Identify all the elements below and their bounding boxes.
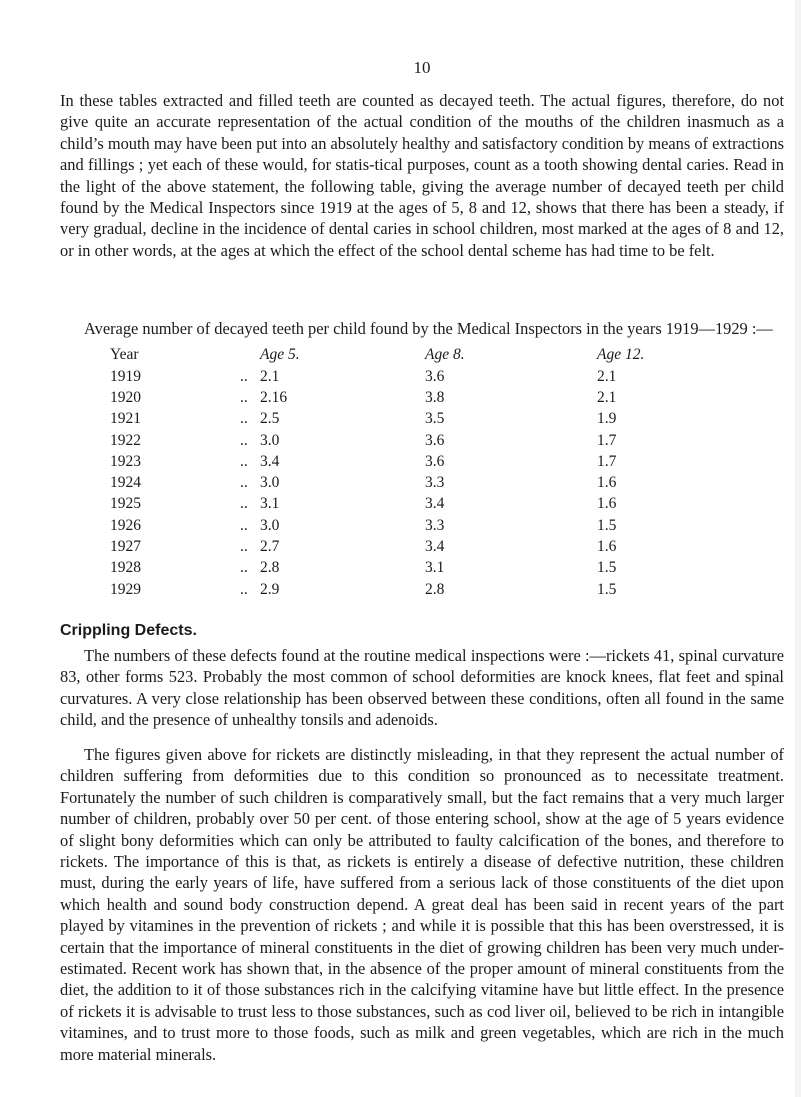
cell-age-12: 1.5 — [597, 559, 617, 577]
cell-age-5: 2.9 — [260, 580, 280, 598]
cell-age-8: 3.6 — [425, 367, 445, 385]
cell-age-12: 1.5 — [597, 516, 617, 534]
rickets-paragraph: The figures given above for rickets are distinctly misleading, in that they represent the actual number of children suffering from deformities due to this condition so pronounced as to necessitate treatment. Fortunately the number of such children is comparatively small, but the fact remains that a very much larger number of children, probably over 50 per cent. of those entering school, show at the age of 5 years evidence of slight bony deformities which can only be attributed to faulty calcification of the bones, and therefore to rickets. The importance of this is that, as rickets is entirely a disease of defective nutrition, these children must, during the early years of life, have suffered from a serious lack of those constituents of the diet upon which health and sound body construction depend. A great deal has been said in recent years of the part played by vitamines in the prevention of rickets ; and while it is possible that this has been overstressed, it is certain that the importance of mineral constituents in the diet of growing children has been very much under-estimated. Recent work has shown that, in the absence of the proper amount of mineral constituents from the diet, the addition to it of those substances rich in the calcifying vitamine have but little effect. In the presence of rickets it is advisable to trust less to those substances, such as cod liver oil, believed to be rich in intangible vitamines, and to trust more to those foods, such as milk and green vegetables, which are rich in the much more material minerals. — [60, 745, 784, 1064]
table-row — [60, 558, 697, 579]
crippling-paragraph: The numbers of these defects found at the routine medical inspections were :—rickets 41, spinal curvature 83, other forms 523. Probably the most common of school deformities are knock knees, flat feet and spinal curvatures. A very close relationship has been observed between these conditions, often all found in the same child, and the presence of unhealthy tonsils and adenoids. — [60, 646, 784, 730]
cell-age-5: 2.8 — [260, 559, 280, 577]
header-year: Year — [110, 346, 139, 363]
cell-age-8: 3.8 — [425, 388, 445, 406]
cell-age-12: 2.1 — [597, 367, 617, 385]
cell-age-5: 3.0 — [260, 431, 280, 449]
cell-year: 1926 — [110, 516, 141, 534]
cell-year: 1924 — [110, 474, 141, 492]
cell-year: 1929 — [110, 580, 141, 598]
table-row — [60, 387, 697, 408]
header-age-12: Age 12. — [597, 346, 645, 363]
table-row — [60, 430, 697, 451]
page-edge-shadow — [795, 0, 801, 1097]
table-row — [60, 579, 697, 600]
cell-leader: .. — [240, 474, 248, 492]
cell-leader: .. — [240, 452, 248, 470]
cell-age-5: 2.5 — [260, 410, 280, 428]
cell-age-5: 3.0 — [260, 516, 280, 534]
table-row — [60, 451, 697, 472]
cell-age-5: 3.0 — [260, 474, 280, 492]
cell-year: 1928 — [110, 559, 141, 577]
cell-year: 1921 — [110, 410, 141, 428]
cell-age-12: 1.7 — [597, 431, 617, 449]
cell-age-8: 3.4 — [425, 538, 445, 556]
cell-year: 1922 — [110, 431, 141, 449]
table-row — [60, 366, 697, 387]
header-age-5: Age 5. — [260, 346, 300, 363]
cell-age-5: 3.4 — [260, 452, 280, 470]
cell-age-8: 3.3 — [425, 516, 445, 534]
cell-leader: .. — [240, 516, 248, 534]
table-row — [60, 472, 697, 493]
cell-year: 1925 — [110, 495, 141, 513]
table-body — [60, 366, 697, 600]
cell-leader: .. — [240, 580, 248, 598]
cell-age-12: 1.6 — [597, 495, 617, 513]
cell-leader: .. — [240, 431, 248, 449]
table-row — [60, 409, 697, 430]
cell-leader: .. — [240, 410, 248, 428]
cell-leader: .. — [240, 388, 248, 406]
cell-age-8: 3.6 — [425, 431, 445, 449]
cell-age-12: 1.7 — [597, 452, 617, 470]
section-heading-crippling-defects: Crippling Defects. — [60, 622, 197, 639]
cell-age-8: 3.4 — [425, 495, 445, 513]
cell-leader: .. — [240, 367, 248, 385]
table-lead-in: Average number of decayed teeth per child found by the Medical Inspectors in the years 1919—1929 :— — [84, 319, 773, 339]
cell-year: 1923 — [110, 452, 141, 470]
cell-age-5: 2.7 — [260, 538, 280, 556]
cell-age-5: 3.1 — [260, 495, 280, 513]
cell-age-12: 1.9 — [597, 410, 617, 428]
table-row — [60, 515, 697, 536]
cell-age-8: 2.8 — [425, 580, 445, 598]
page-number: 10 — [413, 58, 431, 77]
cell-year: 1919 — [110, 367, 141, 385]
table-row — [60, 536, 697, 557]
cell-year: 1920 — [110, 388, 141, 406]
intro-paragraph: In these tables extracted and filled teeth are counted as decayed teeth. The actual figures, therefore, do not give quite an accurate representation of the actual condition of the mouths of the children inasmuch as a child’s mouth may have been put into an absolutely healthy and satisfactory condition by means of extractions and fillings ; yet each of these would, for statis-tical purposes, count as a tooth showing dental caries. Read in the light of the above statement, the following table, giving the average number of decayed teeth per child found by the Medical Inspectors since 1919 at the ages of 5, 8 and 12, shows that there has been a steady, if very gradual, decline in the incidence of dental caries in school children, most marked at the ages of 8 and 12, or in other words, at the ages at which the effect of the school dental scheme has had time to be felt. — [60, 91, 784, 260]
cell-leader: .. — [240, 538, 248, 556]
cell-age-12: 1.6 — [597, 538, 617, 556]
decayed-teeth-table — [60, 344, 697, 600]
table-row — [60, 494, 697, 515]
cell-year: 1927 — [110, 538, 141, 556]
cell-age-12: 2.1 — [597, 388, 617, 406]
cell-leader: .. — [240, 559, 248, 577]
table-header-row — [60, 344, 697, 366]
cell-leader: .. — [240, 495, 248, 513]
cell-age-5: 2.16 — [260, 388, 288, 406]
cell-age-8: 3.1 — [425, 559, 445, 577]
cell-age-8: 3.5 — [425, 410, 445, 428]
cell-age-8: 3.6 — [425, 452, 445, 470]
header-age-8: Age 8. — [425, 346, 465, 363]
cell-age-12: 1.6 — [597, 474, 617, 492]
cell-age-8: 3.3 — [425, 474, 445, 492]
cell-age-12: 1.5 — [597, 580, 617, 598]
header-spacer — [240, 344, 260, 366]
cell-age-5: 2.1 — [260, 367, 280, 385]
